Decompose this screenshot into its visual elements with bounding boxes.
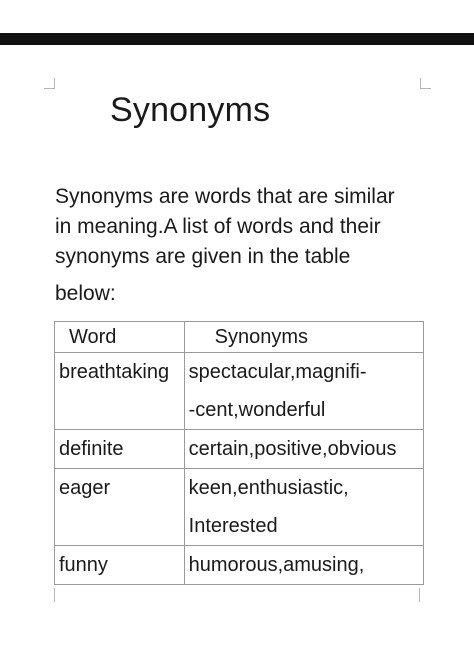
synonyms-cell [184,430,423,469]
word-cell: funny [55,546,185,585]
intro-line: Synonyms are words that are similar [55,185,395,208]
column-header-word: Word [55,322,185,353]
synonyms-line: humorous,amusing, [188,554,365,576]
word-cell: breathtaking [55,353,185,430]
table-row [55,469,424,546]
column-header-synonyms: Synonyms [184,322,423,353]
synonyms-cell [184,546,423,585]
page-title: Synonyms [110,91,271,129]
word-cell: definite [55,430,185,469]
synonyms-line: -cent,wonderful [188,399,326,421]
margin-corner-bottom-right [419,588,430,602]
intro-paragraph [55,182,425,309]
top-bar [0,33,474,45]
synonyms-cell [184,469,423,546]
word-cell: eager [55,469,185,546]
margin-corner-top-left [44,78,55,89]
synonyms-cell [184,353,423,430]
table-row [55,353,424,430]
synonyms-line: certain,positive,obvious [188,438,397,460]
table-row [55,546,424,585]
margin-corner-bottom-left [54,588,65,602]
intro-line: synonyms are given in the table [55,245,351,268]
synonyms-table [54,321,424,585]
synonyms-line: Interested [188,515,278,537]
intro-line: in meaning.A list of words and their [55,215,381,238]
margin-corner-top-right [420,78,431,89]
table-row [55,430,424,469]
intro-line: below: [55,282,116,305]
synonyms-line: keen,enthusiastic, [188,477,349,499]
table-header-row [55,322,424,353]
synonyms-line: spectacular,magnifi- [188,361,367,383]
